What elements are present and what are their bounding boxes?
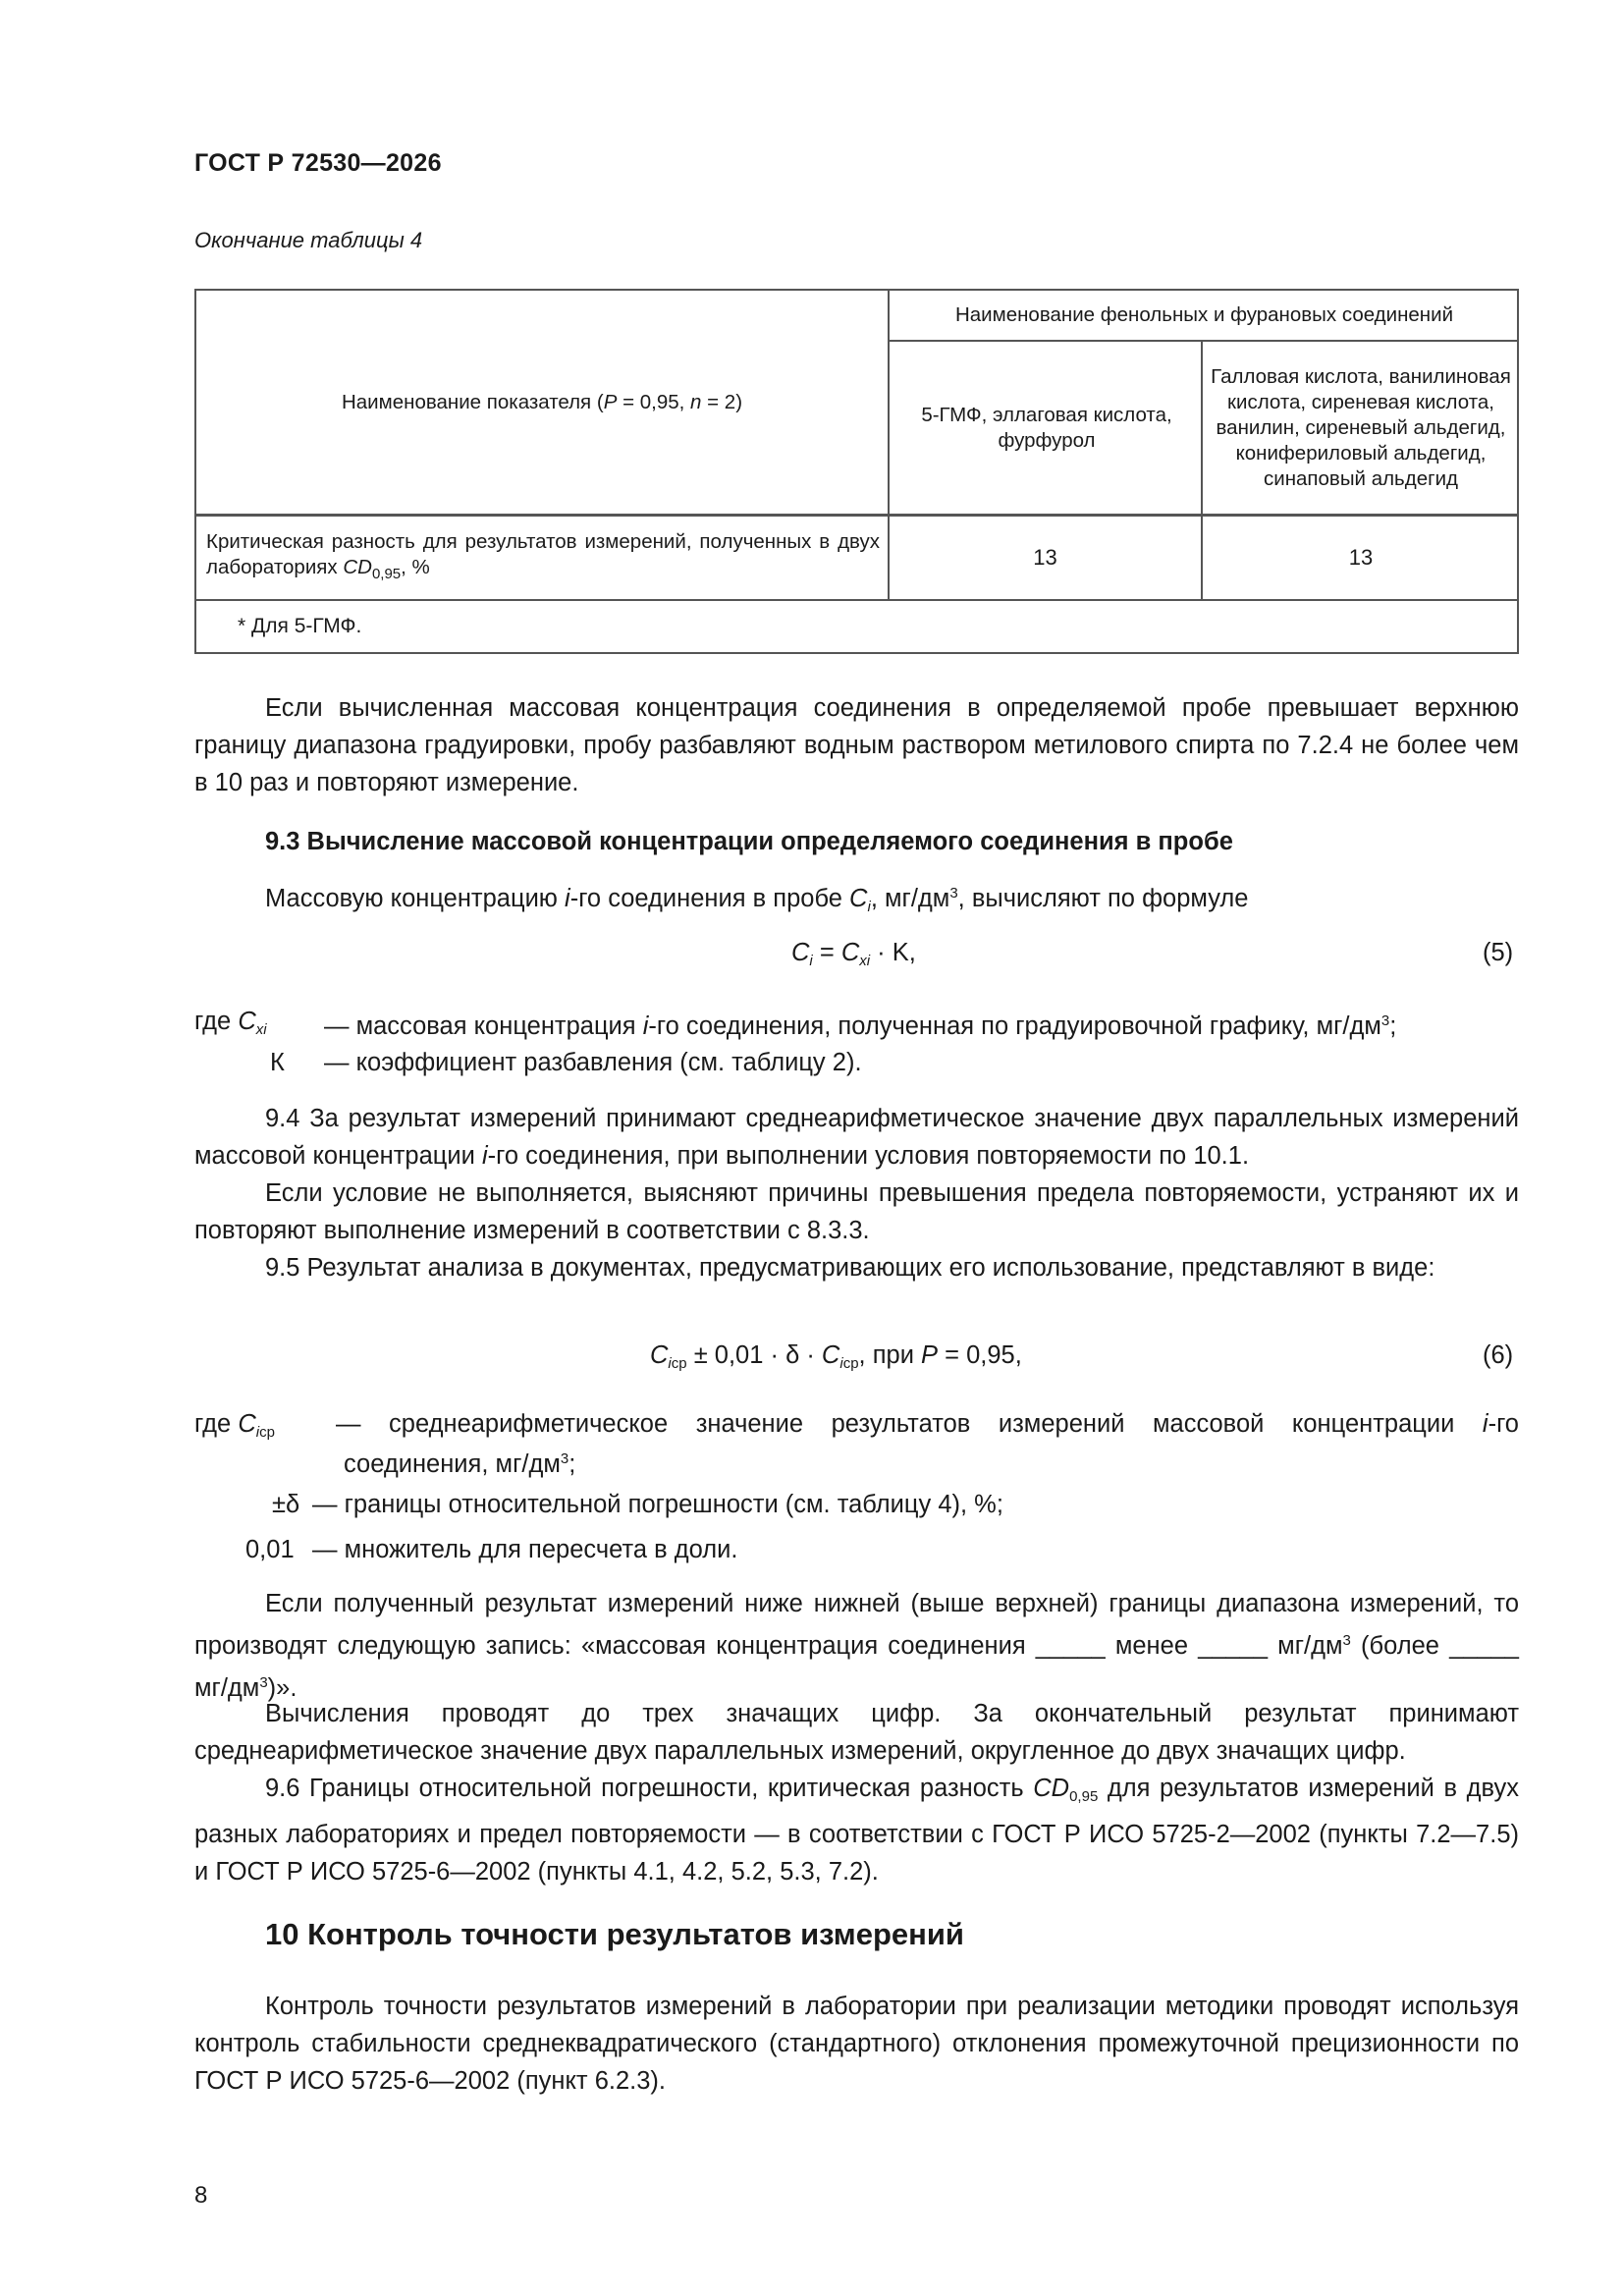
paragraph-10: Контроль точности результатов измерений в лаборатории при реализации методики проводят используя контроль стабильности среднеквадратического (стандартного) отклонения промежуточной прецизионности по ГОСТ Р ИСО 5725-6—2002 (пункт 6.2.3). [194,1993,1519,2095]
table-header-indicator: Наименование показателя (P = 0,95, n = 2) [341,390,743,413]
where-cicp-definition-cont: соединения, $мг/дм^3$; [344,1450,576,1478]
table-subheader-2: Галловая кислота, ванилиновая кислота, сиреневая кислота, ванилин, сиреневый альдегид, конифериловый альдегид, синаповый альдегид [1211,364,1511,490]
paragraph-calculations: Вычисления проводят до трех значащих цифр. За окончательный результат принимают среднеарифметическое значение двух параллельных измерений, округленное до двух значащих цифр. [194,1700,1519,1765]
paragraph-limits: Если полученный результат измерений ниже нижней (выше верхней) границы диапазона измерений, то производят следующую запись: «массовая концентрация соединения _____ менее _____ $мг/дм^3$ (более _____ $мг/дм^3$)». [194,1590,1519,1702]
where-cxi-definition: — массовая концентрация i-го соединения, полученная по градуировочной графику, $мг/дм^3$; [324,1012,1397,1040]
table-row-label: Критическая разность для результатов измерений, полученных в двух лабораториях $CD_{0,95}$, % [206,529,880,582]
paragraph-9-6: 9.6 Границы относительной погрешности, критическая разность $CD_{0,95}$ для результатов измерений в двух разных лабораториях и предел повторяемости — в соответствии с ГОСТ Р ИСО 5725-2—2002 (пункты 7.2—7.5) и ГОСТ Р ИСО 5725-6—2002 (пункты 4.1, 4.2, 5.2, 5.3, 7.2). [194,1775,1519,1886]
document-id: ГОСТ Р 72530—2026 [194,149,442,177]
table-4 [194,289,1519,654]
heading-9-3: 9.3 Вычисление массовой концентрации определяемого соединения в пробе [265,828,1233,855]
table-subheader-1: 5-ГМФ, эллаговая кислота, фурфурол [921,403,1172,452]
paragraph-dilution: Если вычисленная массовая концентрация соединения в определяемой пробе превышает верхнюю границу диапазона градуировки, пробу разбавляют водным раствором метилового спирта по 7.2.4 не более чем в 10 раз и повторяют измерение. [194,694,1519,796]
paragraph-9-5: 9.5 Результат анализа в документах, предусматривающих его использование, представляют в виде: [265,1254,1435,1282]
table-caption: Окончание таблицы 4 [194,228,423,252]
table-header-compounds: Наименование фенольных и фурановых соединений [954,303,1454,326]
table-cell-value-1: 13 [1033,545,1057,570]
paragraph-9-3: Массовую концентрацию i-го соединения в пробе $C_i$, $мг/дм^3$, вычисляют по формуле [265,885,1249,915]
where-cicp: где $C_{iср}$ [194,1410,275,1441]
table-cell-value-2: 13 [1348,545,1374,570]
table-footnote: * Для 5-ГМФ. [238,615,362,637]
where-factor-definition: — множитель для пересчета в доли. [312,1536,738,1563]
page-number: 8 [194,2182,208,2209]
paragraph-9-4-repeatability: Если условие не выполняется, выясняют причины превышения предела повторяемости, устраняют их и повторяют выполнение измерений в соответствии с 8.3.3. [194,1179,1519,1244]
where-k-symbol: К [270,1049,285,1076]
where-cxi: где $C_{xi}$ [194,1008,267,1038]
where-cicp-definition: — среднеарифметическое значение результатов измерений массовой концентрации i-го [336,1410,1519,1438]
formula-6-number: (6) [1483,1341,1514,1369]
heading-10: 10 Контроль точности результатов измерений [265,1917,964,1951]
where-factor-symbol: 0,01 [245,1536,295,1563]
formula-5-number: (5) [1483,939,1514,966]
where-k-definition: — коэффициент разбавления (см. таблицу 2). [324,1049,862,1076]
where-delta-definition: — границы относительной погрешности (см. таблицу 4), %; [312,1491,1003,1518]
formula-5: $C_i = C_{xi} \cdot K$, [791,939,916,969]
formula-6: $C_{iср} \pm 0,01 \cdot \delta \cdot C_{iср}$, при P = 0,95, [650,1341,1022,1372]
paragraph-9-4: 9.4 За результат измерений принимают среднеарифметическое значение двух параллельных измерений массовой концентрации i-го соединения, при выполнении условия повторяемости по 10.1. [194,1105,1519,1170]
where-delta-symbol: ±δ [272,1491,300,1518]
